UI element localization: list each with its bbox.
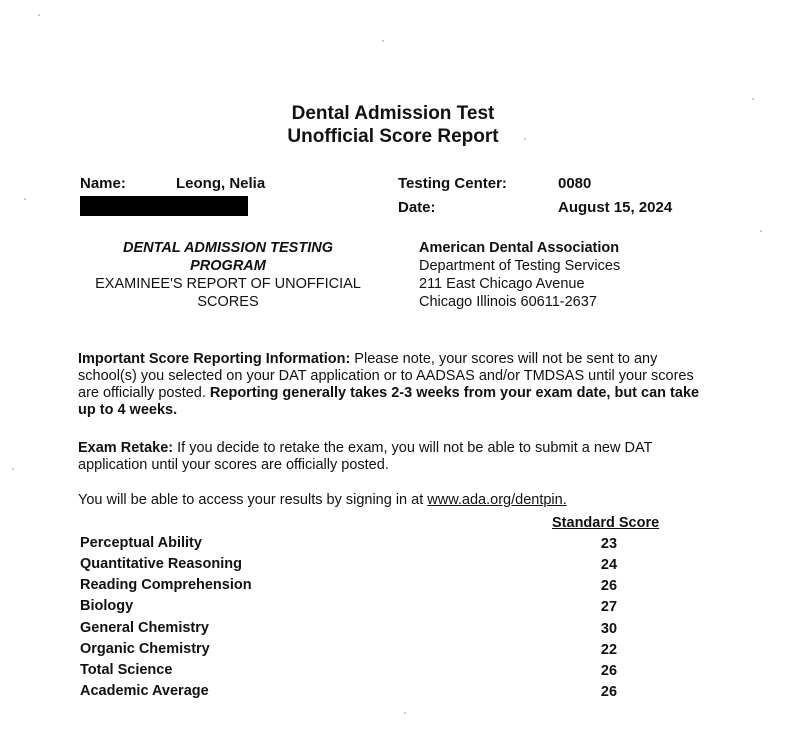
score-label-reading-comprehension: Reading Comprehension	[80, 577, 252, 593]
address-dept: Department of Testing Services	[419, 258, 621, 274]
score-label-biology: Biology	[80, 598, 134, 614]
scan-speck	[24, 198, 26, 200]
dentpin-link[interactable]: www.ada.org/dentpin.	[427, 492, 567, 508]
score-value-general-chemistry: 30	[600, 621, 618, 637]
retake-text: If you decide to retake the exam, you will not be able to submit a new DAT application until your scores are officially posted.	[78, 440, 653, 473]
score-value-total-science: 26	[600, 663, 618, 679]
access-text: You will be able to access your results by signing in at	[78, 492, 428, 508]
address-city: Chicago Illinois 60611-2637	[419, 294, 597, 310]
address-block	[419, 239, 620, 311]
address-org: American Dental Association	[419, 240, 620, 256]
retake-paragraph	[78, 440, 718, 474]
standard-score-header: Standard Score	[552, 515, 660, 531]
score-value-biology: 27	[600, 599, 618, 615]
score-value-organic-chemistry: 22	[600, 642, 618, 658]
score-label-total-science: Total Science	[80, 662, 173, 678]
score-value-reading-comprehension: 26	[600, 578, 618, 594]
scan-speck	[38, 14, 40, 16]
scan-speck	[12, 468, 14, 470]
testing-center-value: 0080	[558, 175, 592, 192]
score-label-general-chemistry: General Chemistry	[80, 620, 209, 636]
program-line3: EXAMINEE'S REPORT OF UNOFFICIAL	[95, 276, 361, 292]
score-value-academic-average: 26	[600, 684, 618, 700]
score-label-quantitative-reasoning: Quantitative Reasoning	[80, 556, 242, 572]
address-street: 211 East Chicago Avenue	[419, 276, 585, 292]
report-title-line1: Dental Admission Test	[291, 103, 495, 124]
scan-speck	[404, 712, 406, 714]
score-value-perceptual-ability: 23	[600, 536, 618, 552]
score-label-academic-average: Academic Average	[80, 683, 209, 699]
program-line2: PROGRAM	[190, 258, 266, 274]
score-label-perceptual-ability: Perceptual Ability	[80, 535, 202, 551]
important-paragraph	[78, 351, 718, 419]
retake-heading: Exam Retake:	[78, 440, 174, 456]
important-heading: Important Score Reporting Information:	[78, 351, 351, 367]
date-value: August 15, 2024	[558, 199, 673, 216]
report-title-line2: Unofficial Score Report	[287, 126, 499, 147]
scan-speck	[760, 230, 762, 232]
program-line4: SCORES	[197, 294, 259, 310]
scan-speck	[752, 98, 754, 100]
program-line1: DENTAL ADMISSION TESTING	[123, 240, 333, 256]
date-label: Date:	[398, 199, 436, 216]
access-paragraph	[78, 492, 718, 509]
redaction-bar	[80, 196, 248, 216]
scan-speck	[382, 40, 384, 42]
program-block	[78, 239, 378, 311]
testing-center-label: Testing Center:	[398, 175, 507, 192]
name-value: Leong, Nelia	[176, 175, 266, 192]
name-label: Name:	[80, 175, 126, 192]
score-label-organic-chemistry: Organic Chemistry	[80, 641, 210, 657]
important-text: Please note, your scores will not be sent to any school(s) you selected on your DAT application or to AADSAS and/or TMDSAS until your scores are officially posted.	[78, 351, 694, 401]
important-bold-text: Reporting generally takes 2-3 weeks from your exam date, but can take up to 4 weeks.	[78, 385, 700, 418]
score-value-quantitative-reasoning: 24	[600, 557, 618, 573]
